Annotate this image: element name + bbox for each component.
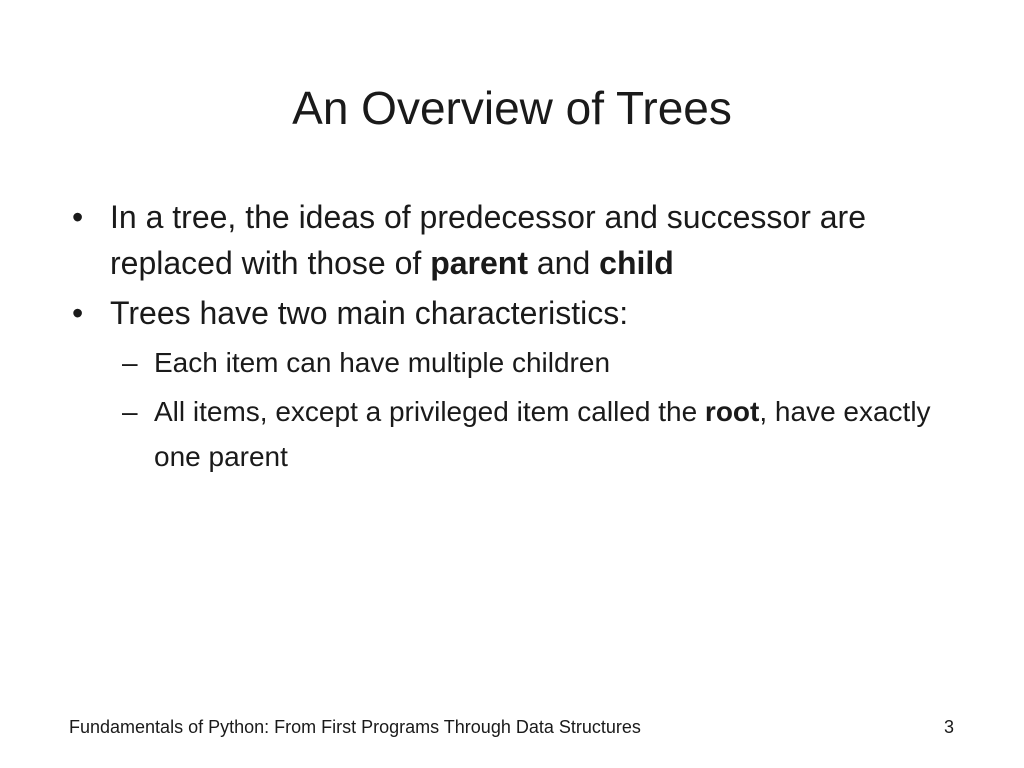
sub-bullet-item xyxy=(68,340,948,385)
bullet-marker: • xyxy=(72,199,84,235)
footer-page-number: 3 xyxy=(943,717,954,737)
bullet-text: Trees have two main characteristics: xyxy=(110,295,629,331)
bullet-item xyxy=(68,194,948,286)
term-root: root xyxy=(704,396,760,427)
sub-bullet-marker: – xyxy=(122,347,138,378)
term-child: child xyxy=(599,245,674,281)
bullet-text-part: and xyxy=(527,245,600,281)
sub-bullet-text xyxy=(154,396,931,472)
slide-title: An Overview of Trees xyxy=(292,82,732,134)
sub-bullet-text: Each item can have multiple children xyxy=(154,347,611,378)
sub-bullet-item xyxy=(68,389,948,479)
sub-bullet-text-part: , have exactly one parent xyxy=(154,396,931,472)
sub-bullet-marker: – xyxy=(122,396,138,427)
sub-bullet-text-part: All items, except a privileged item called the xyxy=(154,396,705,427)
slide-body xyxy=(68,194,948,483)
bullet-text xyxy=(110,199,866,281)
footer-course-title: Fundamentals of Python: From First Programs Through Data Structures xyxy=(69,717,641,737)
bullet-marker: • xyxy=(72,295,84,331)
bullet-text-part: In a tree, the ideas of predecessor and successor are replaced with those of xyxy=(110,199,866,281)
term-parent: parent xyxy=(430,245,528,281)
bullet-item xyxy=(68,290,948,336)
